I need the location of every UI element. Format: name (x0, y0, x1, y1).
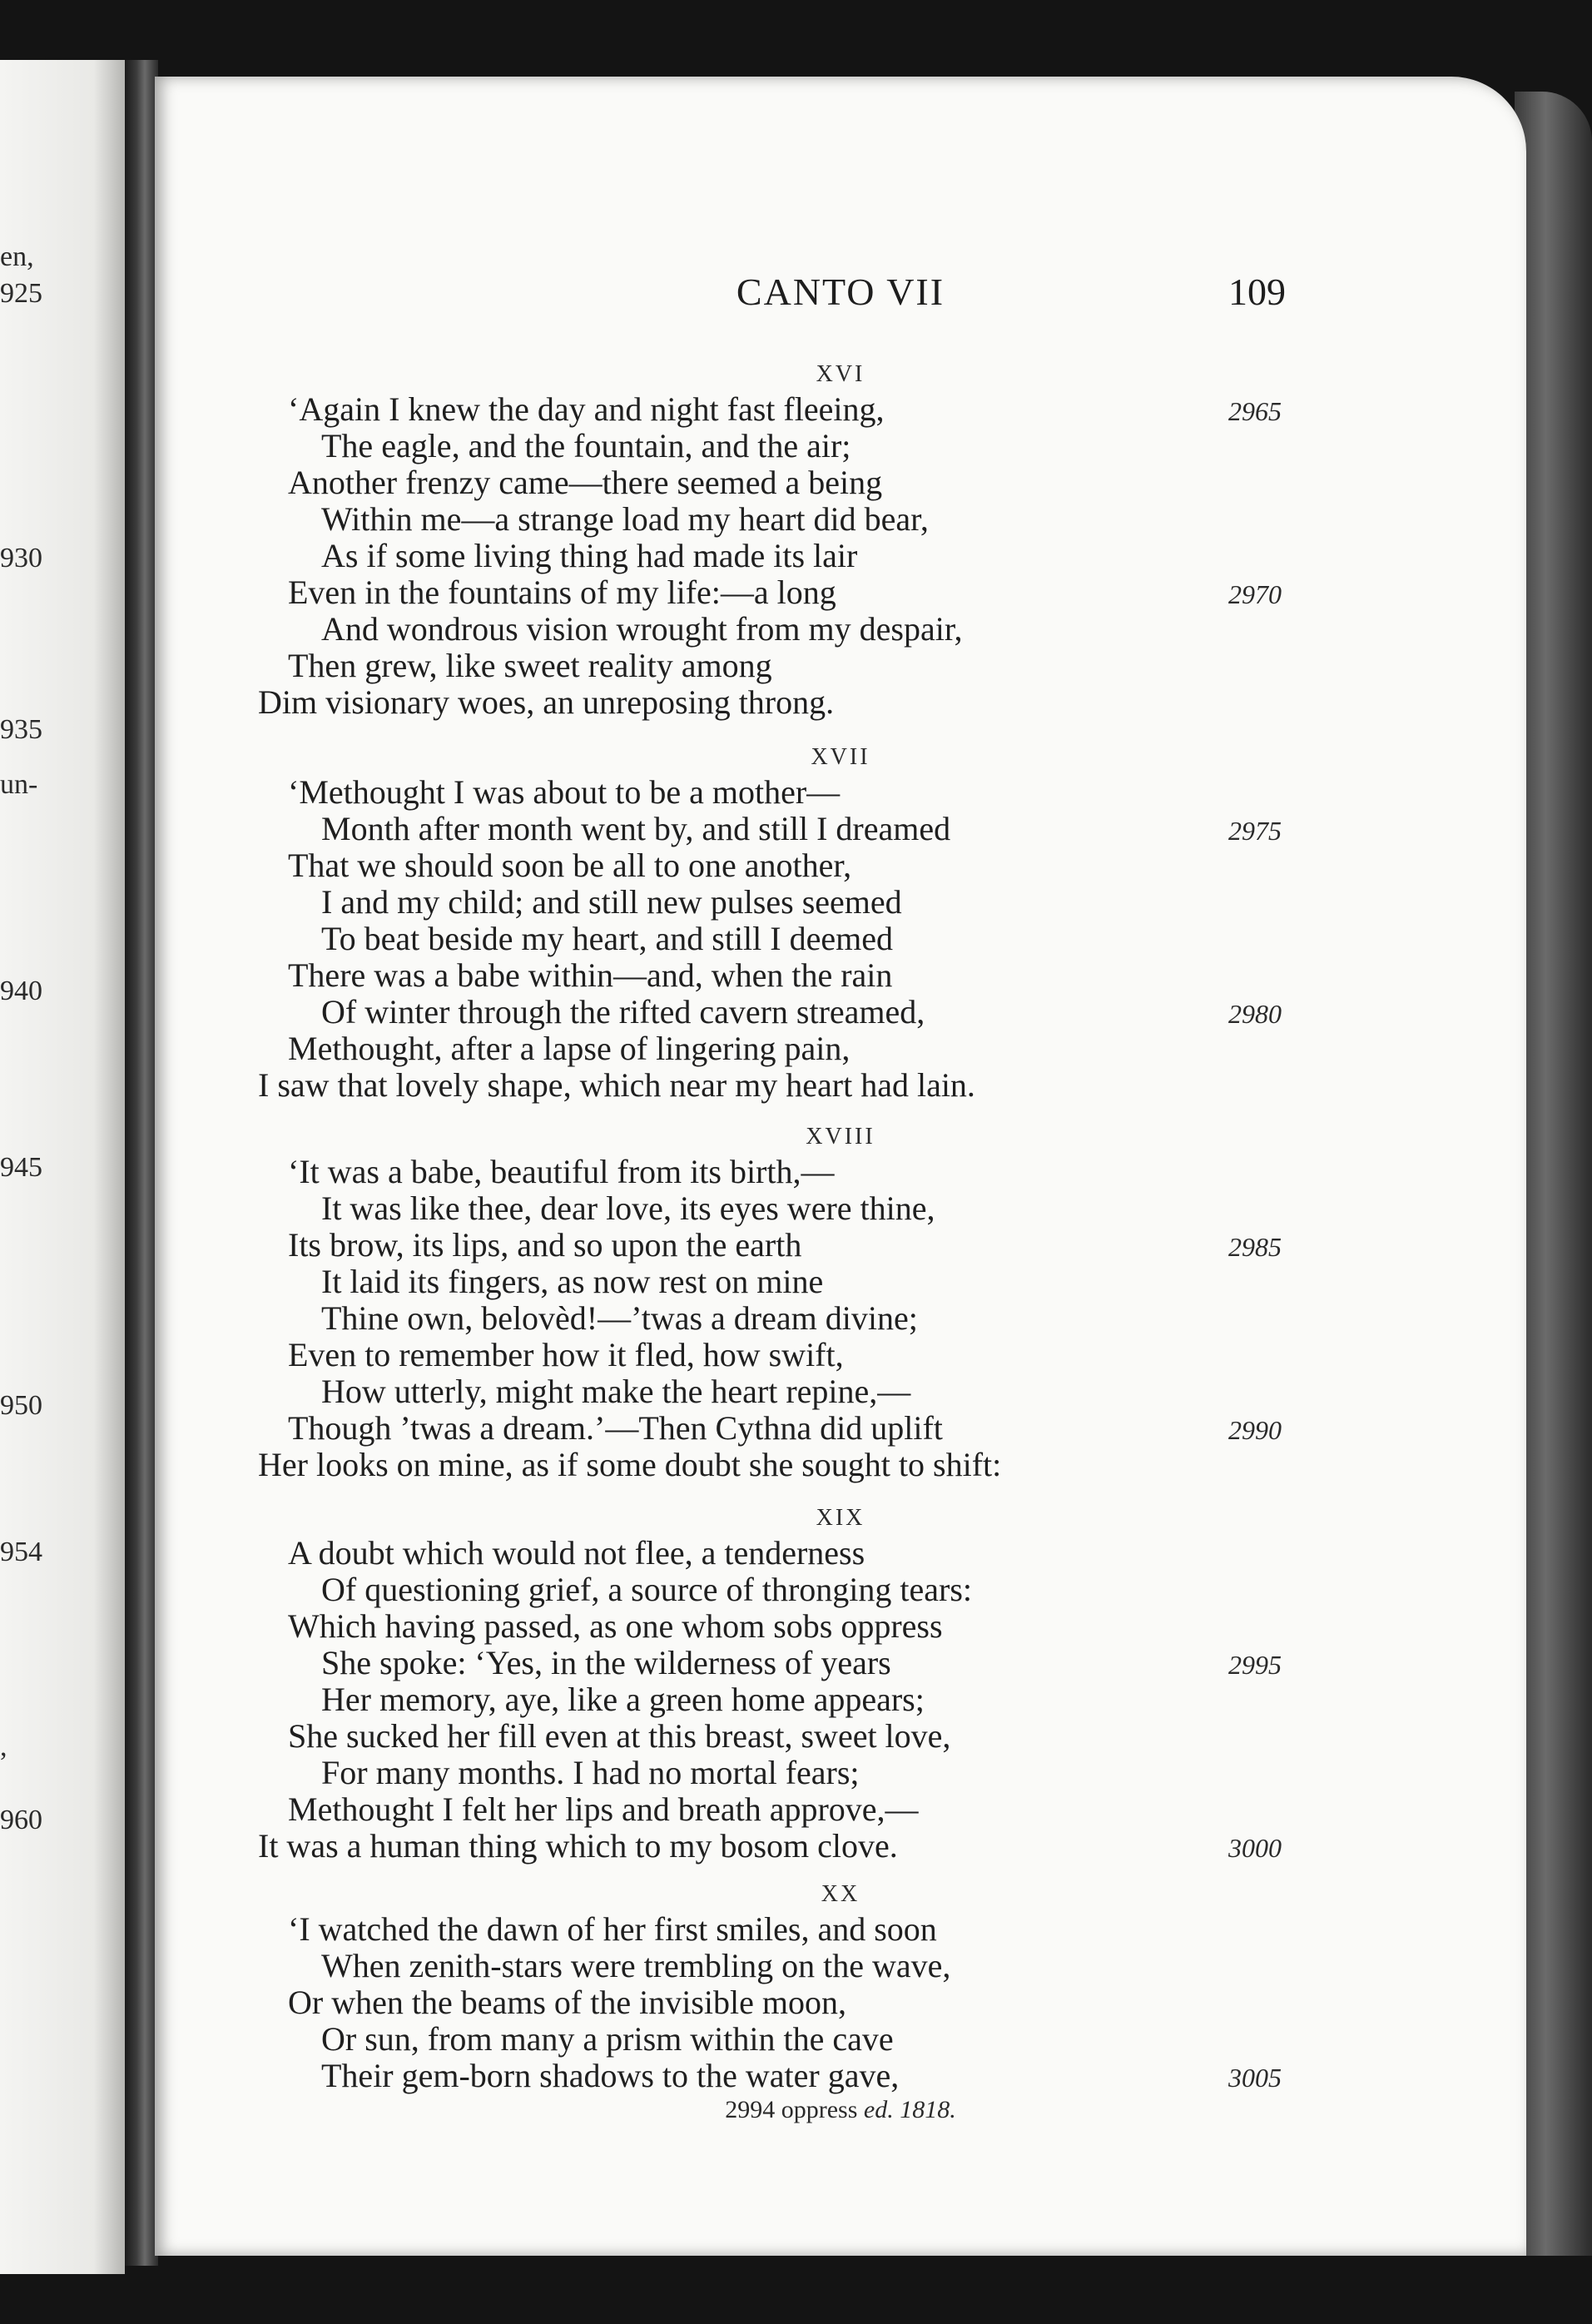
verse-line: Of winter through the rifted cavern streamed, (321, 993, 925, 1030)
verse-line: To beat beside my heart, and still I deemed (321, 920, 893, 957)
verse-line: Month after month went by, and still I dreamed (321, 810, 951, 847)
verse-line: Or sun, from many a prism within the cave (321, 2020, 894, 2058)
footnote-ref: 2994 oppress (725, 2096, 858, 2123)
stanza-numeral: XVII (811, 744, 870, 770)
verse-line: I and my child; and still new pulses seemed (321, 883, 902, 921)
stanza-numeral: XVIII (806, 1124, 875, 1150)
verse-line: That we should soon be all to one another, (288, 847, 852, 884)
line-number: 2975 (1228, 816, 1282, 846)
verse-line: Another frenzy came—there seemed a being (288, 464, 883, 501)
left-page-text: un- (0, 769, 38, 800)
verse-line: ‘Again I knew the day and night fast fleeing, (288, 390, 885, 428)
verse-line: Or when the beams of the invisible moon, (288, 1984, 846, 2021)
verse-line: Their gem-born shadows to the water gave, (321, 2057, 900, 2094)
verse-line: Its brow, its lips, and so upon the earth (288, 1226, 802, 1264)
left-page-text: 945 (0, 1152, 42, 1183)
footnote (155, 2096, 1526, 2124)
verse-line: Though ’twas a dream.’—Then Cythna did uplift (288, 1409, 943, 1447)
verse-line: It was like thee, dear love, its eyes were thine, (321, 1189, 935, 1227)
verse-line: Dim visionary woes, an unreposing throng. (258, 683, 835, 721)
left-page-text: 940 (0, 976, 42, 1006)
book-page (155, 77, 1526, 2256)
left-page-text: 935 (0, 714, 42, 745)
verse-line: For many months. I had no mortal fears; (321, 1754, 860, 1791)
verse-line: Even to remember how it fled, how swift, (288, 1336, 844, 1373)
left-page-text: 954 (0, 1537, 42, 1567)
verse-line: It was a human thing which to my bosom clove. (258, 1827, 898, 1865)
line-number: 2980 (1228, 999, 1282, 1029)
verse-line: Of questioning grief, a source of thronging tears: (321, 1571, 973, 1608)
verse-line: Methought I felt her lips and breath approve,— (288, 1790, 919, 1828)
verse-line: How utterly, might make the heart repine,— (321, 1373, 911, 1410)
verse-line: Then grew, like sweet reality among (288, 647, 772, 684)
footnote-edition: ed. 1818. (863, 2096, 956, 2123)
verse-line: I saw that lovely shape, which near my heart had lain. (258, 1066, 975, 1104)
left-page-text: en, (0, 241, 34, 272)
left-page-text: 950 (0, 1390, 42, 1421)
verse-line: ‘It was a babe, beautiful from its birth,— (288, 1153, 835, 1190)
left-page-text: 925 (0, 278, 42, 309)
line-number: 2965 (1228, 396, 1282, 426)
stanza-numeral: XX (821, 1881, 860, 1907)
verse-line: ‘I watched the dawn of her first smiles, and soon (288, 1910, 937, 1948)
verse-line: The eagle, and the fountain, and the air; (321, 427, 851, 464)
line-number: 2995 (1228, 1650, 1282, 1680)
left-page-fragment (0, 60, 125, 2274)
stanza-numeral: XVI (816, 361, 865, 387)
verse-line: It laid its fingers, as now rest on mine (321, 1263, 824, 1300)
verse-line: And wondrous vision wrought from my despair, (321, 610, 963, 648)
book-gutter (125, 60, 158, 2266)
left-page-text: 930 (0, 543, 42, 574)
page-header (155, 270, 1526, 320)
running-title: CANTO VII (736, 271, 945, 313)
stanza-numeral: XIX (816, 1505, 865, 1531)
left-page-text: , (0, 1731, 7, 1762)
verse-line: A doubt which would not flee, a tenderness (288, 1534, 865, 1572)
verse-line: Thine own, belovèd!—’twas a dream divine; (321, 1299, 918, 1337)
left-page-text: 960 (0, 1805, 42, 1835)
verse-line: Methought, after a lapse of lingering pain, (288, 1030, 851, 1067)
verse-line: Within me—a strange load my heart did bear, (321, 500, 929, 538)
verse-line: Her looks on mine, as if some doubt she sought to shift: (258, 1446, 1002, 1483)
verse-line: She sucked her fill even at this breast, sweet love, (288, 1717, 951, 1755)
verse-line: Which having passed, as one whom sobs oppress (288, 1607, 943, 1645)
line-number: 2985 (1228, 1232, 1282, 1262)
line-number: 3005 (1228, 2063, 1282, 2093)
verse-line: As if some living thing had made its lair (321, 537, 858, 574)
verse-line: ‘Methought I was about to be a mother— (288, 773, 841, 811)
page-number: 109 (1228, 271, 1286, 313)
line-number: 3000 (1228, 1833, 1282, 1863)
verse-line: There was a babe within—and, when the rain (288, 956, 893, 994)
line-number: 2970 (1228, 579, 1282, 609)
verse-line: When zenith-stars were trembling on the wave, (321, 1947, 951, 1984)
verse-line: Even in the fountains of my life:—a long (288, 574, 836, 611)
verse-line: Her memory, aye, like a green home appears; (321, 1681, 925, 1718)
line-number: 2990 (1228, 1415, 1282, 1445)
verse-line: She spoke: ‘Yes, in the wilderness of years (321, 1644, 891, 1681)
